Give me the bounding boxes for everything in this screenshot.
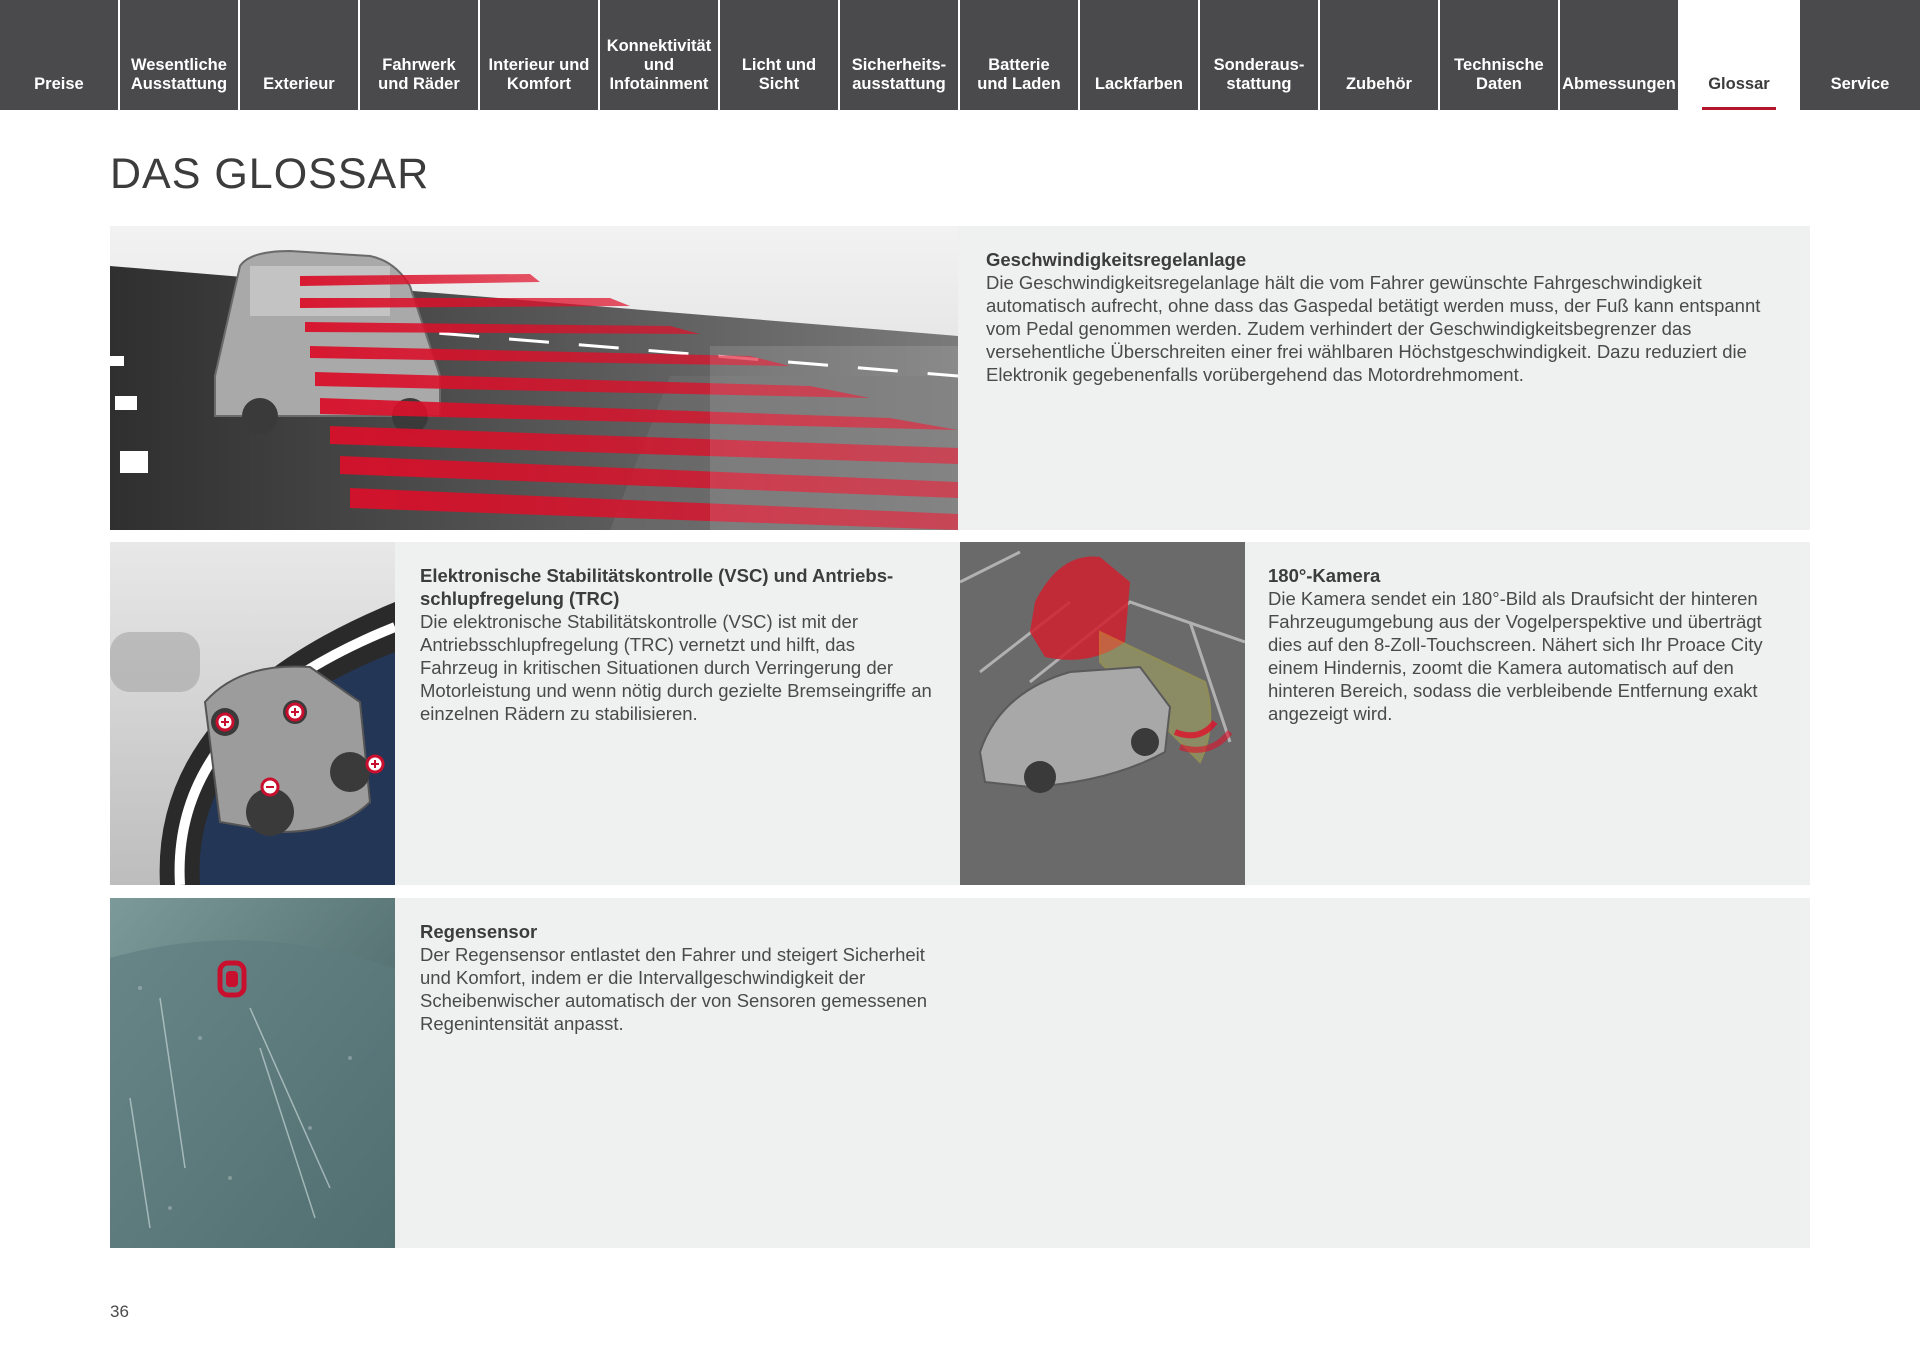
tab-technische-daten[interactable]: Technische Daten — [1440, 0, 1560, 110]
tab-wesentliche-ausstattung[interactable]: Wesentliche Ausstattung — [120, 0, 240, 110]
tab-lackfarben[interactable]: Lackfarben — [1080, 0, 1200, 110]
page-title: DAS GLOSSAR — [110, 150, 430, 198]
tab-abmessungen[interactable]: Abmessungen — [1560, 0, 1680, 110]
vsc-trc-illustration — [110, 542, 395, 885]
vsc-trc-body: Die elektronische Stabilitätskontrolle (VSC) ist mit der Antriebsschlupfregelung (TRC) vernetzt und hilft, das Fahrzeug in kritischen Situationen durch Verringerung der Motorleistung und wenn nötig durch gezielte Bremseingriffe an einzelnen Rädern zu stabilisieren. — [420, 611, 932, 724]
camera-text — [1268, 564, 1786, 725]
tab-zubehoer[interactable]: Zubehör — [1320, 0, 1440, 110]
rain-sensor-body: Der Regensensor entlastet den Fahrer und steigert Sicherheit und Komfort, indem er die Intervallgeschwindigkeit der Scheibenwischer automatisch der von Sensoren gemessenen Regenintensität anpasst. — [420, 944, 927, 1034]
page-number: 36 — [110, 1302, 129, 1321]
camera-illustration — [960, 542, 1245, 885]
tab-batterie-und-laden[interactable]: Batterie und Laden — [960, 0, 1080, 110]
rain-sensor-illustration — [110, 898, 395, 1248]
tab-service[interactable]: Service — [1800, 0, 1920, 110]
glossary-card-rain-sensor — [110, 898, 1810, 1248]
tab-glossar[interactable]: Glossar — [1680, 0, 1800, 110]
speed-control-body: Die Geschwindigkeitsregelanlage hält die vom Fahrer gewünschte Fahrgeschwindigkeit automatisch aufrecht, ohne dass das Gaspedal betätigt werden muss, der Fuß kann entspannt vom Pedal genommen werden. Zudem verhindert der Geschwindigkeitsbegrenzer das versehentliche Überschreiten einer frei wählbaren Höchstgeschwindigkeit. Dazu reduziert die Elektronik gegebenenfalls vorübergehend das Motordrehmoment. — [986, 272, 1761, 385]
tab-interieur-und-komfort[interactable]: Interieur und Komfort — [480, 0, 600, 110]
tab-licht-und-sicht[interactable]: Licht und Sicht — [720, 0, 840, 110]
vsc-trc-heading: Elektronische Stabilitätskontrolle (VSC) und Antriebsschlupfregelung (TRC) — [420, 565, 894, 609]
glossary-card-vsc-trc — [110, 542, 960, 885]
tab-sicherheitsausstattung[interactable]: Sicherheits- ausstattung — [840, 0, 960, 110]
speed-control-heading: Geschwindigkeitsregelanlage — [986, 249, 1247, 270]
rain-sensor-heading: Regensensor — [420, 921, 538, 942]
tab-fahrwerk-und-raeder[interactable]: Fahrwerk und Räder — [360, 0, 480, 110]
tab-konnektivitaet[interactable]: Konnektivität und Infotainment — [600, 0, 720, 110]
tab-exterieur[interactable]: Exterieur — [240, 0, 360, 110]
tab-sonderausstattung[interactable]: Sonderaus- stattung — [1200, 0, 1320, 110]
camera-body: Die Kamera sendet ein 180°-Bild als Draufsicht der hinteren Fahrzeugumgebung aus der Vogelperspektive und überträgt dies auf den 8-Zoll-Touchscreen. Nähert sich Ihr Proace City einem Hindernis, zoomt die Kamera automatisch auf den hinteren Bereich, sodass die verbleibende Entfernung exakt angezeigt wird. — [1268, 588, 1763, 724]
speed-control-text — [986, 248, 1786, 386]
camera-heading: 180°-Kamera — [1268, 565, 1381, 586]
speed-control-illustration — [110, 226, 958, 530]
glossary-card-speed-control — [110, 226, 1810, 530]
top-navigation — [0, 0, 1920, 110]
tab-preise[interactable]: Preise — [0, 0, 120, 110]
rain-sensor-text — [420, 920, 950, 1035]
vsc-trc-text — [420, 564, 936, 725]
glossary-card-camera — [960, 542, 1810, 885]
